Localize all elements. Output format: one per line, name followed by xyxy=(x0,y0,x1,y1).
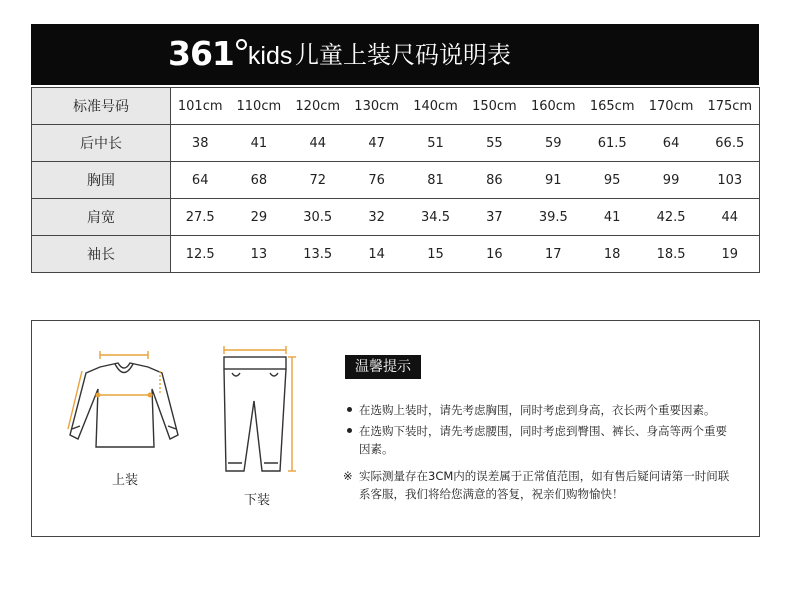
table-cell: 15 xyxy=(406,236,465,273)
table-cell: 64 xyxy=(642,125,701,162)
table-cell: 165cm xyxy=(583,88,642,125)
table-cell: 66.5 xyxy=(701,125,760,162)
table-cell: 13 xyxy=(229,236,288,273)
table-cell: 39.5 xyxy=(524,199,583,236)
tip-text: 在选购上装时，请先考虑胸围，同时考虑到身高，衣长两个重要因素。 xyxy=(359,403,716,417)
top-garment-label: 上装 xyxy=(112,473,139,488)
table-row xyxy=(32,88,760,125)
tip-text: 在选购下装时，请先考虑腰围，同时考虑到臀围、裤长、身高等两个重要因素。 xyxy=(359,424,727,456)
table-row xyxy=(32,199,760,236)
bullet-dot-icon xyxy=(347,407,352,412)
table-cell: 30.5 xyxy=(288,199,347,236)
top-garment-icon xyxy=(64,349,184,459)
table-cell: 72 xyxy=(288,162,347,199)
table-cell: 140cm xyxy=(406,88,465,125)
table-cell: 81 xyxy=(406,162,465,199)
table-cell: 130cm xyxy=(347,88,406,125)
tip-bullet-top xyxy=(347,401,727,419)
table-cell: 103 xyxy=(701,162,760,199)
table-cell: 41 xyxy=(229,125,288,162)
table-cell: 44 xyxy=(288,125,347,162)
table-cell: 86 xyxy=(465,162,524,199)
table-cell: 12.5 xyxy=(171,236,230,273)
row-header: 胸围 xyxy=(32,162,171,199)
table-cell: 61.5 xyxy=(583,125,642,162)
size-table xyxy=(31,87,760,273)
note-mark-icon: ※ xyxy=(343,469,353,483)
page-title: 儿童上装尺码说明表 xyxy=(295,41,511,69)
table-cell: 91 xyxy=(524,162,583,199)
table-cell: 150cm xyxy=(465,88,524,125)
table-row xyxy=(32,162,760,199)
tips-badge: 温馨提示 xyxy=(345,355,421,379)
table-cell: 64 xyxy=(171,162,230,199)
table-cell: 120cm xyxy=(288,88,347,125)
table-cell: 175cm xyxy=(701,88,760,125)
table-cell: 41 xyxy=(583,199,642,236)
note-text: 实际测量存在3CM内的误差属于正常值范围，如有售后疑问请第一时间联系客服，我们将给您满意的答复，祝亲们购物愉快！ xyxy=(359,469,730,501)
logo-number: 361 xyxy=(168,34,234,73)
logo-suffix: kids xyxy=(247,42,293,70)
table-cell: 19 xyxy=(701,236,760,273)
table-cell: 95 xyxy=(583,162,642,199)
table-cell: 32 xyxy=(347,199,406,236)
logo-degree-mark xyxy=(236,39,247,50)
table-cell: 47 xyxy=(347,125,406,162)
table-cell: 16 xyxy=(465,236,524,273)
bottom-garment-label: 下装 xyxy=(244,493,271,508)
table-cell: 18.5 xyxy=(642,236,701,273)
table-cell: 99 xyxy=(642,162,701,199)
table-cell: 160cm xyxy=(524,88,583,125)
header-banner xyxy=(31,24,759,85)
row-header: 袖长 xyxy=(32,236,171,273)
table-cell: 14 xyxy=(347,236,406,273)
table-cell: 68 xyxy=(229,162,288,199)
bullet-dot-icon xyxy=(347,428,352,433)
brand-logo xyxy=(168,36,292,72)
table-cell: 38 xyxy=(171,125,230,162)
table-cell: 29 xyxy=(229,199,288,236)
tip-bullet-bottom xyxy=(347,422,727,458)
table-cell: 18 xyxy=(583,236,642,273)
table-cell: 27.5 xyxy=(171,199,230,236)
table-cell: 59 xyxy=(524,125,583,162)
measurement-note xyxy=(343,467,733,503)
table-cell: 76 xyxy=(347,162,406,199)
table-cell: 51 xyxy=(406,125,465,162)
table-row xyxy=(32,125,760,162)
table-cell: 34.5 xyxy=(406,199,465,236)
table-row xyxy=(32,236,760,273)
table-cell: 44 xyxy=(701,199,760,236)
table-cell: 170cm xyxy=(642,88,701,125)
table-cell: 101cm xyxy=(171,88,230,125)
table-cell: 13.5 xyxy=(288,236,347,273)
table-cell: 17 xyxy=(524,236,583,273)
table-cell: 37 xyxy=(465,199,524,236)
table-cell: 110cm xyxy=(229,88,288,125)
tips-panel xyxy=(31,320,760,537)
row-header: 肩宽 xyxy=(32,199,171,236)
pants-icon xyxy=(218,345,298,485)
table-cell: 42.5 xyxy=(642,199,701,236)
row-header: 标准号码 xyxy=(32,88,171,125)
row-header: 后中长 xyxy=(32,125,171,162)
table-cell: 55 xyxy=(465,125,524,162)
